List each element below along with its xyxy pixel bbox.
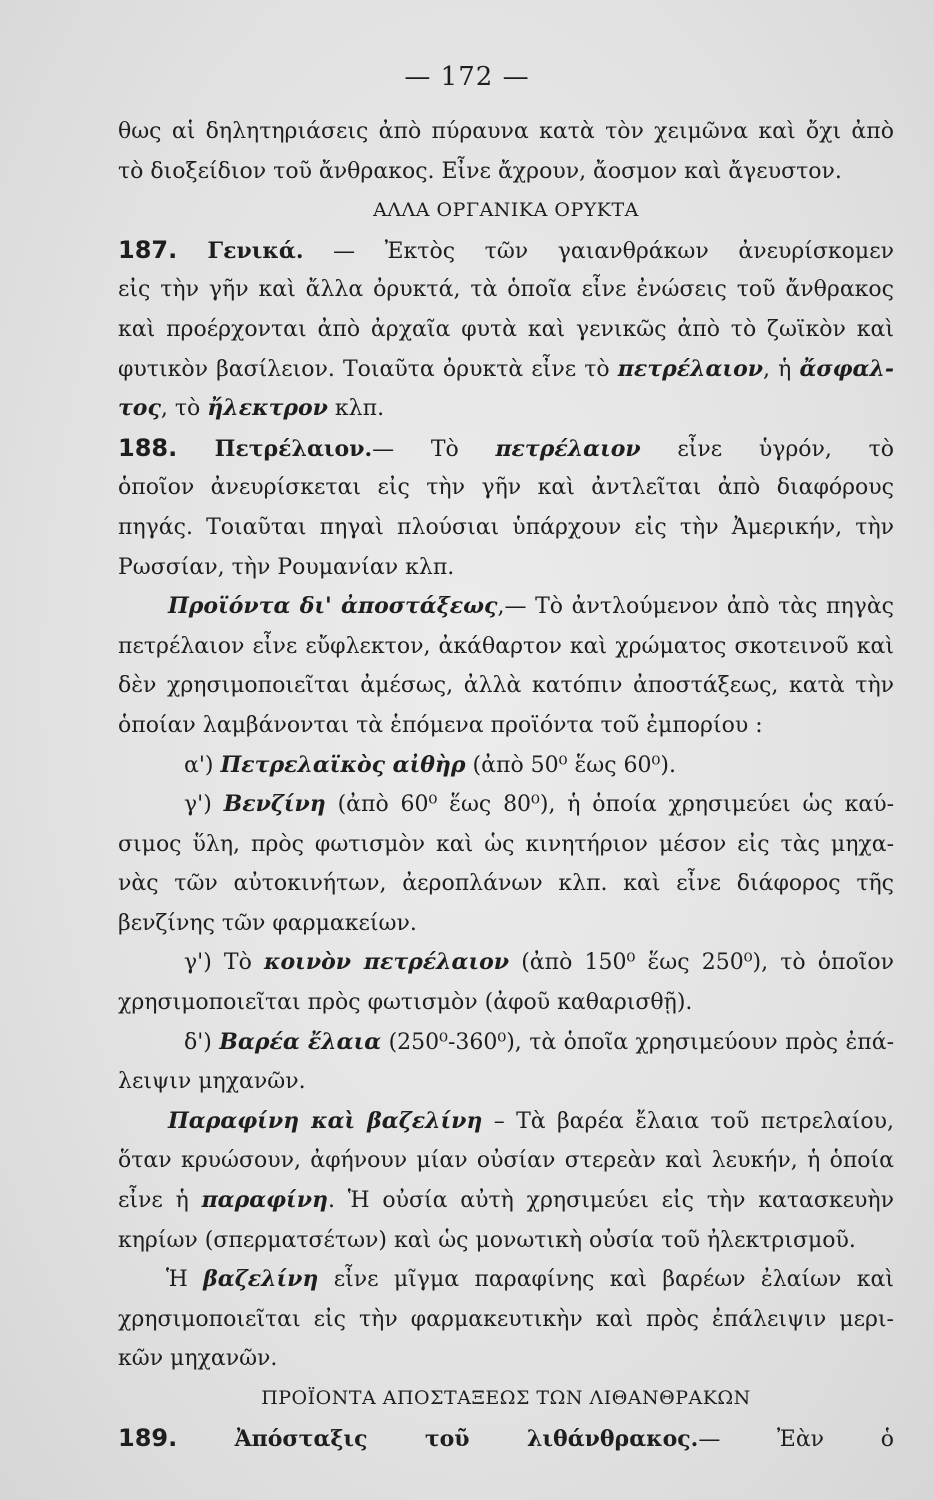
emphasis-term: Πετρελαϊκὸς αἰθὴρ — [220, 751, 466, 778]
emphasis-term: Βαρέα ἔλαια — [219, 1028, 382, 1055]
text-line: ὅταν κρυώσουν, ἀφήνουν μίαν οὐσίαν στερεὰν καὶ λευκήν, ἡ ὁποία — [118, 1148, 894, 1174]
text-run: α') — [184, 752, 221, 778]
text-line — [118, 746, 894, 786]
paragraph-title: Ἀπόσταξις τοῦ λιθάνθρακος. — [177, 1425, 699, 1452]
paragraph-number: 188. — [118, 433, 178, 462]
section-heading: ΑΛΛΑ ΟΡΓΑΝΙΚΑ ΟΡΥΚΤΑ — [373, 199, 639, 222]
text-line — [118, 429, 894, 469]
text-line — [118, 350, 894, 390]
text-line: δὲν χρησιμοποιεῖται ἀμέσως, ἀλλὰ κατόπιν ἀποστάξεως, κατὰ τὴν — [118, 673, 894, 699]
emphasis-term: παραφίνη — [201, 1187, 328, 1214]
text-line — [118, 389, 894, 429]
emphasis-term: Βενζίνη — [223, 791, 326, 818]
emphasis-term: τος — [118, 395, 161, 422]
text-run: — Τὸ — [372, 436, 496, 462]
emphasis-term: Παραφίνη καὶ βαζελίνη — [168, 1107, 483, 1134]
text-line: πετρέλαιον εἶνε εὔφλεκτον, ἀκάθαρτον καὶ χρώματος σκοτεινοῦ καὶ — [118, 633, 894, 659]
text-line: θως αἱ δηλητηριάσεις ἀπὸ πύραυνα κατὰ τὸν χειμῶνα καὶ ὄχι ἀπὸ — [118, 119, 894, 144]
text-line: πηγάς. Τοιαῦται πηγαὶ πλούσιαι ὑπάρχουν εἰς τὴν Ἀμερικήν, τὴν — [118, 514, 894, 540]
text-line — [118, 943, 894, 983]
text-run: ,— Τὸ ἀντλούμενον ἀπὸ τὰς πηγὰς — [497, 594, 894, 620]
text-line: κῶν μηχανῶν. — [118, 1346, 278, 1372]
page-number: — 172 — — [404, 62, 530, 92]
text-line — [118, 587, 894, 627]
text-line — [118, 1419, 894, 1459]
emphasis-term: κοινὸν πετρέλαιον — [264, 949, 510, 976]
text-run: (ἀπὸ 50⁰ ἕως 60⁰). — [465, 752, 676, 778]
text-line — [118, 1181, 894, 1221]
text-run: , ἡ — [763, 356, 800, 382]
body-text — [118, 112, 894, 1458]
text-line: χρησιμοποιεῖται πρὸς φωτισμὸν (ἀφοῦ καθαρισθῇ). — [118, 990, 693, 1016]
text-line: βενζίνης τῶν φαρμακείων. — [118, 910, 417, 936]
text-line: κηρίων (σπερματσέτων) καὶ ὡς μονωτικὴ οὐσία τοῦ ἠλεκτρισμοῦ. — [118, 1227, 856, 1253]
emphasis-term: βαζελίνη — [203, 1266, 319, 1293]
text-run: κλπ. — [327, 396, 385, 422]
text-line: σιμος ὕλη, πρὸς φωτισμὸν καὶ ὡς κινητήριον μέσον εἰς τὰς μηχα- — [118, 831, 894, 857]
emphasis-term: Προϊόντα δι' ἀποστάξεως — [168, 593, 498, 620]
paragraph-number: 189. — [118, 1423, 178, 1452]
text-line: ὁποῖον ἀνευρίσκεται εἰς τὴν γῆν καὶ ἀντλεῖται ἀπὸ διαφόρους — [118, 475, 894, 501]
section-heading: ΠΡΟΪΟΝΤΑ ΑΠΟΣΤΑΞΕΩΣ ΤΩΝ ΛΙΘΑΝΘΡΑΚΩΝ — [261, 1387, 751, 1409]
text-run: γ') — [184, 792, 224, 818]
text-line: ὁποίαν λαμβάνονται τὰ ἑπόμενα προϊόντα τοῦ ἐμπορίου : — [118, 712, 763, 738]
text-line: χρησιμοποιεῖται εἰς τὴν φαρμακευτικὴν καὶ πρὸς ἐπάλειψιν μερι- — [118, 1306, 894, 1332]
text-line — [118, 1102, 894, 1142]
text-run: — Ἐκτὸς τῶν γαιανθράκων ἀνευρίσκομεν — [303, 238, 894, 264]
paragraph-title: Πετρέλαιον. — [177, 435, 373, 462]
emphasis-term: πετρέλαιον — [617, 355, 764, 382]
text-line: εἰς τὴν γῆν καὶ ἄλλα ὀρυκτά, τὰ ὁποῖα εἶνε ἐνώσεις τοῦ ἄνθρακος — [118, 277, 894, 303]
emphasis-term: ἄσφαλ- — [799, 355, 894, 382]
text-run: (ἀπὸ 150⁰ ἕως 250⁰), τὸ ὁποῖον — [509, 950, 894, 976]
text-line: νὰς τῶν αὐτοκινήτων, ἀεροπλάνων κλπ. καὶ εἶνε διάφορος τῆς — [118, 871, 894, 897]
emphasis-term: ἤλεκτρον — [207, 395, 328, 422]
text-run: , τὸ — [160, 396, 208, 422]
text-run: εἶνε ὑγρόν, τὸ — [640, 436, 894, 462]
text-run: – Τὰ βαρέα ἔλαια τοῦ πετρελαίου, — [482, 1108, 894, 1134]
text-run: εἶνε μῖγμα παραφίνης καὶ βαρέων ἐλαίων καὶ — [318, 1267, 894, 1293]
text-run: . Ἡ οὐσία αὐτὴ χρησιμεύει εἰς τὴν κατασκευὴν — [327, 1188, 894, 1214]
text-run: (ἀπὸ 60⁰ ἕως 80⁰), ἡ ὁποία χρησιμεύει ὡς καύ- — [325, 792, 894, 818]
emphasis-term: πετρέλαιον — [495, 435, 641, 462]
text-line — [118, 785, 894, 825]
text-run: — Ἐὰν ὁ — [698, 1426, 894, 1452]
text-line: καὶ προέρχονται ἀπὸ ἀρχαῖα φυτὰ καὶ γενικῶς ἀπὸ τὸ ζωϊκὸν καὶ — [118, 316, 894, 342]
paragraph-title: Γενικά. — [177, 237, 304, 264]
text-line — [118, 1260, 894, 1300]
text-run: φυτικὸν βασίλειον. Τοιαῦτα ὀρυκτὰ εἶνε τὸ — [118, 356, 618, 382]
text-run: (250⁰-360⁰), τὰ ὁποῖα χρησιμεύουν πρὸς ἐπά- — [381, 1029, 894, 1055]
text-line: τὸ διοξείδιον τοῦ ἄνθρακος. Εἶνε ἄχρουν, ἄοσμον καὶ ἄγευστον. — [118, 158, 842, 184]
text-run: Ἡ — [166, 1267, 204, 1293]
text-run: εἶνε ἡ — [118, 1188, 202, 1214]
text-line — [118, 231, 894, 271]
paragraph-number: 187. — [118, 235, 178, 264]
text-line: Ρωσσίαν, τὴν Ρουμανίαν κλπ. — [118, 554, 455, 580]
text-run: γ') Τὸ — [184, 950, 265, 976]
text-run: δ') — [184, 1029, 220, 1055]
text-line — [118, 1023, 894, 1063]
text-line: λειψιν μηχανῶν. — [118, 1069, 306, 1095]
